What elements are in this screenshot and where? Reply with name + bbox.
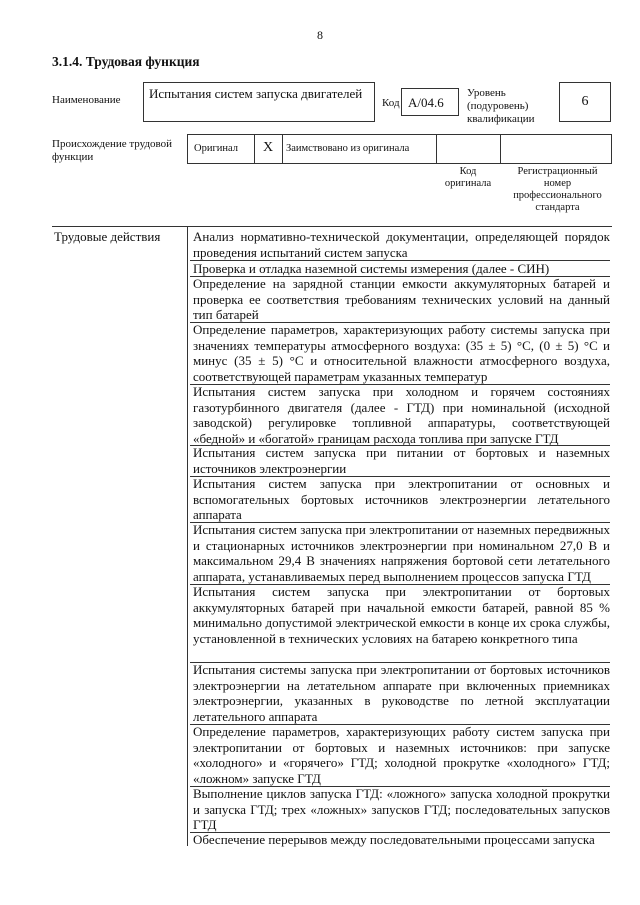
labor-actions-label: Трудовые действия [54, 229, 161, 244]
list-item: Испытания систем запуска при питании от бортовых и наземных источников электроэнергии [193, 445, 610, 476]
name-label: Наименование [52, 94, 121, 106]
code-value: A/04.6 [408, 95, 444, 110]
code-original-label: Код оригинала [444, 166, 492, 189]
level-field [559, 82, 611, 122]
table-top-border [52, 226, 612, 227]
list-item: Определение на зарядной станции емкости аккумуляторных батарей и проверка ее соответствия требованиям технических условий на данный тип батарей [193, 276, 610, 323]
table-column-divider [187, 226, 188, 846]
original-label: Оригинал [194, 143, 238, 154]
origin-label: Происхождение трудовой функции [52, 138, 173, 163]
list-item: Анализ нормативно-технической документации, определяющей порядок проведения испытаний систем запуска [193, 229, 610, 260]
borrowed-label: Заимствовано из оригинала [286, 143, 410, 154]
list-item: Определение параметров, характеризующих работу систем запуска при электропитании от бортовых и наземных источников: при запуске «холодного» и «горячего» ГТД; холодной прокрутке «холодного» ГТД; «ложном» запуске ГТД [193, 724, 610, 786]
list-item: Испытания систем запуска при холодном и горячем состояниях газотурбинного двигателя (далее - ГТД) при номинальной (исходной заводской) регулировке топливной аппаратуры, соответствующей «бедной» и «богатой» границам расхода топлива при запуске ГТД [193, 384, 610, 446]
level-label: Уровень (подуровень) квалификации [467, 87, 535, 125]
list-item: Испытания системы запуска при электропитании от бортовых источников электроэнергии на летательном аппарате при включенных приемниках электроэнергии, указанных в руководстве по летной эксплуатации летательного аппарата [193, 662, 610, 724]
list-item: Определение параметров, характеризующих работу системы запуска при значениях температуры атмосферного воздуха: (35 ± 5) °С, (0 ± 5) °С и минус (35 ± 5) °С и относительной влажности атмосферного воздуха, соответствующей параметрам указанных температур [193, 322, 610, 384]
origin-table [187, 134, 612, 164]
original-mark: X [262, 140, 274, 155]
section-title: 3.1.4. Трудовая функция [52, 54, 200, 69]
code-field [401, 88, 459, 116]
list-item: Испытания систем запуска при электропитании от основных и вспомогательных бортовых источников электроэнергии летательного аппарата [193, 476, 610, 523]
list-item: Испытания систем запуска при электропитании от бортовых аккумуляторных батарей при начальной емкости батарей, равной 85 % минимально допустимой электрической емкости в конце их срока службы, установленной в технических условиях на батарею конкретного типа [193, 584, 610, 646]
list-item: Проверка и отладка наземной системы измерения (далее - СИН) [193, 261, 550, 276]
list-item: Обеспечение перерывов между последовательными процессами запуска [193, 832, 595, 847]
reg-number-label: Регистрационный номер профессионального стандарта [513, 166, 602, 213]
list-item: Выполнение циклов запуска ГТД: «ложного» запуска холодной прокрутки и запуска ГТД; трех «ложных» запусков ГТД; последовательных запусков ГТД [193, 786, 610, 833]
name-field [143, 82, 375, 122]
list-item: Испытания систем запуска при электропитании от наземных передвижных и стационарных источников электроэнергии при номинальном 27,0 В и максимальном 29,4 В значениях напряжения бортовой сети летательного аппарата, устанавливаемых перед выполнением процессов запуска ГТД [193, 522, 610, 584]
level-value: 6 [581, 94, 589, 109]
name-value: Испытания систем запуска двигателей [149, 86, 363, 101]
page-number: 8 [317, 28, 323, 42]
code-label: Код [382, 97, 400, 109]
